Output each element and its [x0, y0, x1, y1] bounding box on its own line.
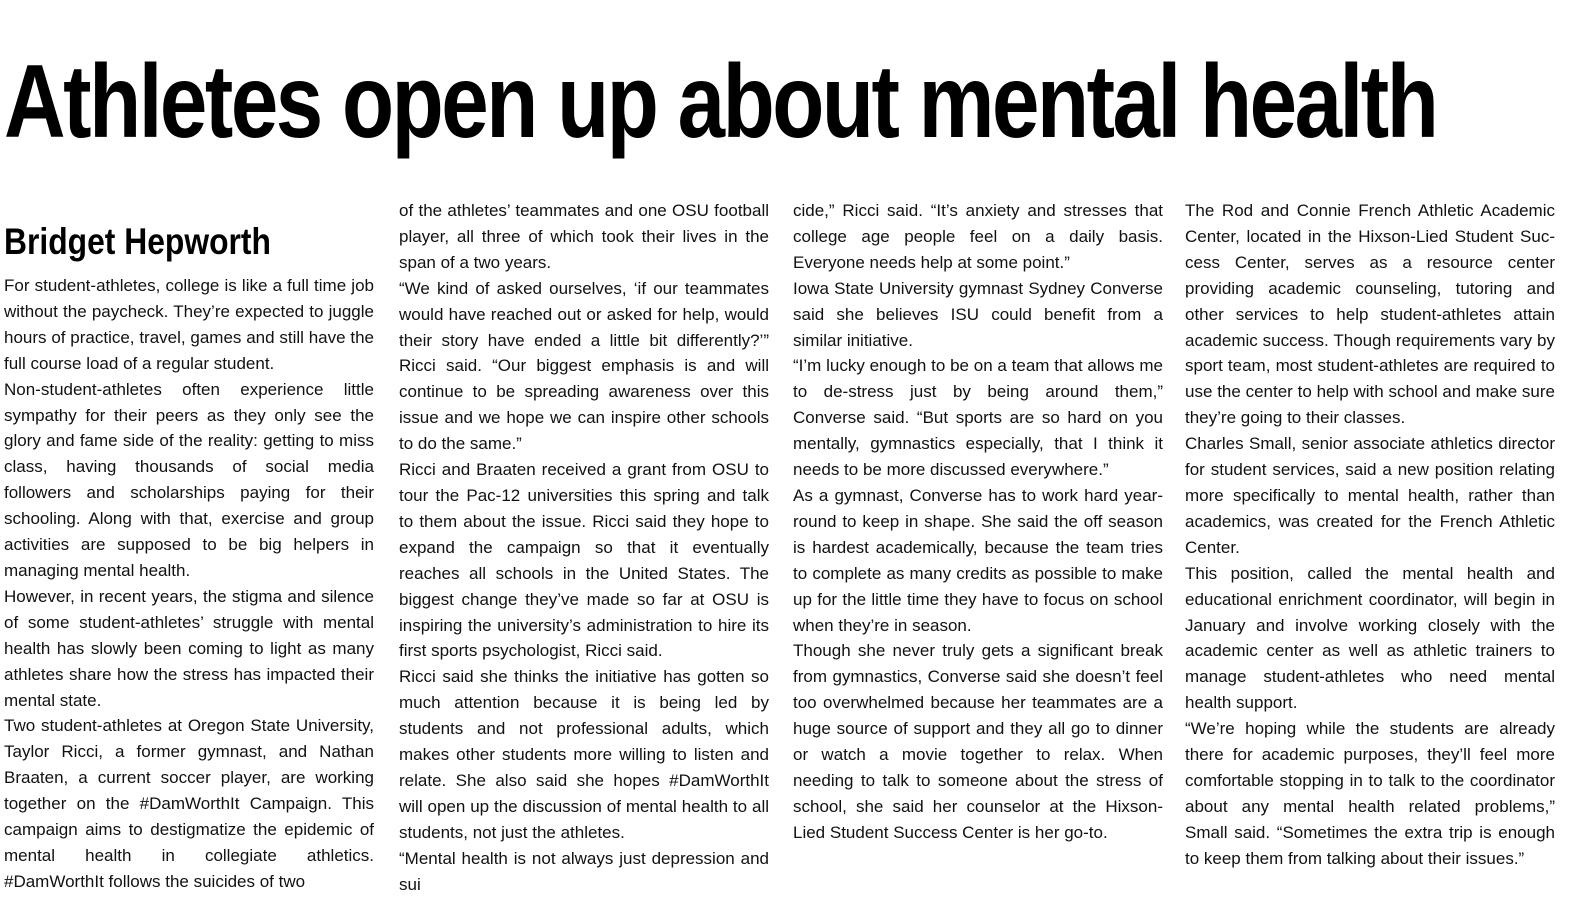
paragraph: Non-student-athletes often experience little sympathy for their peers as they only see the glory and fame side of the reality: getting to miss class, having thousands of social media followers and scholarships paying for their schooling. Along with that, exercise and group activities are supposed to be big helpers in managing mental health. [4, 379, 374, 580]
paragraph: “I’m lucky enough to be on a team that allows me to de-stress just by being around them,” Converse said. “But sports are so hard on you mentally, gymnastics especially, that I think it needs to be more discussed everywhere.” [793, 356, 1163, 480]
paragraph: The Rod and Connie French Athletic Academic Center, located in the Hixson-Lied Student Success Center, serves as a resource center providing academic counseling, tutoring and other services to help student-athletes attain academic success. Though requirements vary by sport team, most student-athletes are required to use the center to help with school and make sure they’re going to their classes. [1185, 201, 1555, 428]
paragraph: “We’re hoping while the students are already there for academic purposes, they’ll feel more comfortable stopping in to talk to the coordinator about any mental health related problems,” Small said. “Sometimes the extra trip is enough to keep them from talking about their issues.” [1185, 719, 1555, 868]
paragraph: For student-athletes, college is like a full time job without the paycheck. They’re expected to juggle hours of practice, travel, games and still have the full course load of a regular student. [4, 276, 374, 373]
paragraph: “Mental health is not always just depression and sui [399, 848, 769, 894]
paragraph: Iowa State University gymnast Sydney Converse said she believes ISU could benefit from a similar initiative. [793, 278, 1163, 350]
headline: Athletes open up about mental health [4, 44, 1437, 160]
paragraph: Ricci said she thinks the initiative has gotten so much attention because it is being led by students and not professional adults, which makes other students more willing to listen and relate. She also said she hopes #DamWorthIt will open up the discussion of mental health to all students, not just the athletes. [399, 667, 769, 842]
article-column-2 [399, 198, 769, 897]
paragraph: This position, called the mental health and educational enrichment coordinator, will begin in January and involve working closely with the academic center as well as athletic trainers to manage student-athletes who need mental health support. [1185, 563, 1555, 713]
paragraph: cide,” Ricci said. “It’s anxiety and stresses that college age people feel on a daily basis. Everyone needs help at some point.” [793, 201, 1163, 272]
paragraph: of the athletes’ teammates and one OSU football player, all three of which took their lives in the span of a two years. [399, 201, 769, 272]
paragraph: However, in recent years, the stigma and silence of some student-athletes’ struggle with mental health has slowly been coming to light as many athletes share how the stress has impacted their mental state. [4, 586, 374, 710]
paragraph: Charles Small, senior associate athletics director for student services, said a new position relating more specifically to mental health, rather than academics, was created for the French Athletic Center. [1185, 434, 1555, 557]
paragraph: Ricci and Braaten received a grant from OSU to tour the Pac-12 universities this spring and talk to them about the issue. Ricci said they hope to expand the campaign so that it eventually reaches all schools in the United States. The biggest change they’ve made so far at OSU is inspiring the university’s administration to hire its first sports psychologist, Ricci said. [399, 460, 769, 661]
article-column-1 [4, 273, 374, 895]
paragraph: As a gymnast, Converse has to work hard year-round to keep in shape. She said the off season is hardest academically, because the team tries to complete as many credits as possible to make up for the little time they have to focus on school when they’re in season. [793, 485, 1163, 635]
byline: Bridget Hepworth [4, 221, 271, 262]
paragraph: “We kind of asked ourselves, ‘if our teammates would have reached out or asked for help, would their story have ended a little bit differently?’” Ricci said. “Our biggest emphasis is and will continue to be spreading awareness over this issue and we hope we can inspire other schools to do the same.” [399, 278, 769, 454]
article-column-4 [1185, 198, 1555, 872]
paragraph: Two student-athletes at Oregon State University, Taylor Ricci, a former gymnast, and Nathan Braaten, a current soccer player, are working together on the #DamWorthIt Campaign. This campaign aims to destigmatize the epidemic of mental health in collegiate athletics. #DamWorthIt follows the suicides of two [4, 716, 374, 891]
article-column-3 [793, 198, 1163, 846]
paragraph: Though she never truly gets a significant break from gymnastics, Converse said she doesn’t feel too overwhelmed because her teammates are a huge source of support and they all go to dinner or watch a movie together to relax. When needing to talk to someone about the stress of school, she said her counselor at the Hixson-Lied Student Success Center is her go-to. [793, 641, 1163, 842]
